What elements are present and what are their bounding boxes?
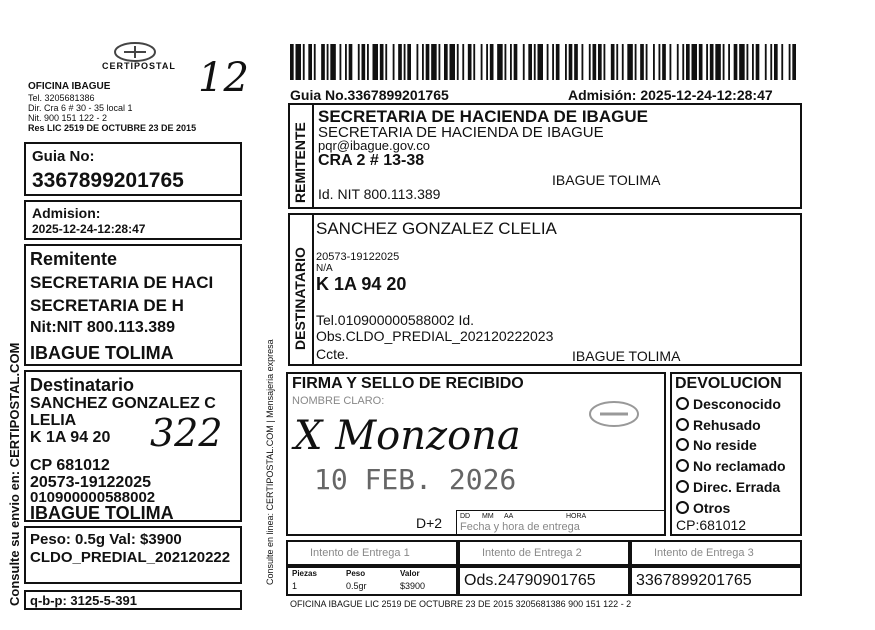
barcode-bar-50 <box>589 44 591 80</box>
barcode-bar-71 <box>710 44 714 80</box>
destinatario-obs: Obs.CLDO_PREDIAL_202120222023 <box>316 328 554 344</box>
devolucion-cp: CP:681012 <box>676 517 747 533</box>
barcode-bar-69 <box>699 44 703 80</box>
admision-box <box>24 200 242 240</box>
barcode-bar-54 <box>611 44 615 80</box>
barcode-bar-7 <box>330 44 336 80</box>
barcode-bar-37 <box>510 44 512 80</box>
remitente-title: Remitente <box>30 249 118 269</box>
peso-value: 0.5gr <box>346 581 367 591</box>
piezas-label: Piezas <box>292 569 317 578</box>
barcode-bar-84 <box>789 44 791 80</box>
barcode-bar-46 <box>565 44 567 80</box>
barcode-bar-39 <box>523 44 525 80</box>
guia-number-box <box>630 566 802 596</box>
barcode-bar-75 <box>734 44 738 80</box>
middle-side-text: Consulte en linea: CERTIPOSTAL.COM | Mensajeria expresa <box>265 339 275 585</box>
barcode-bar-65 <box>677 44 679 80</box>
barcode-bar-34 <box>490 44 494 80</box>
barcode-bar-58 <box>635 44 637 80</box>
fecha-dd: DD <box>460 513 471 520</box>
barcode-bar-85 <box>792 44 796 80</box>
certipostal-logo <box>80 40 190 76</box>
barcode-bar-2 <box>303 44 305 80</box>
devolucion-section <box>670 372 802 536</box>
piezas-value: 1 <box>292 581 298 591</box>
barcode-bar-38 <box>514 44 518 80</box>
barcode-bar-82 <box>774 44 778 80</box>
barcode-bar-47 <box>569 44 573 80</box>
fecha-aa: AA <box>504 513 514 520</box>
barcode <box>290 44 796 84</box>
devolucion-option-rehusado[interactable]: Rehusado <box>676 418 761 432</box>
barcode-bar-52 <box>598 44 602 80</box>
barcode-bar-19 <box>404 44 406 80</box>
remitente-name-bold: SECRETARIA DE HACIENDA DE IBAGUE <box>318 107 648 126</box>
intento-3-box <box>630 540 802 566</box>
ods-box <box>458 566 630 596</box>
fecha-entrega-label: Fecha y hora de entrega <box>460 521 580 533</box>
barcode-bar-53 <box>604 44 606 80</box>
remitente-line-2: SECRETARIA DE H <box>30 296 184 315</box>
remitente-box <box>24 244 242 366</box>
barcode-bar-51 <box>593 44 597 80</box>
barcode-bar-14 <box>373 44 379 80</box>
guia-value: 3367899201765 <box>32 169 184 192</box>
remitente-nit: Id. NIT 800.113.389 <box>318 186 441 202</box>
valor-value: $3900 <box>400 581 426 591</box>
barcode-bar-62 <box>659 44 661 80</box>
destinatario-na: N/A <box>316 263 333 274</box>
barcode-bar-78 <box>752 44 754 80</box>
barcode-bar-44 <box>552 44 554 80</box>
valor-label: Valor <box>400 569 420 578</box>
devolucion-title: DEVOLUCION <box>675 375 782 392</box>
remitente-address: CRA 2 # 13-38 <box>318 152 425 169</box>
admision-header: Admisión: 2025-12-24-12:28:47 <box>568 87 773 103</box>
handwritten-signature[interactable]: X Monzona <box>294 413 521 459</box>
guia-header: Guia No.3367899201765 <box>290 87 449 103</box>
barcode-bar-63 <box>662 44 666 80</box>
remitente-line-1: SECRETARIA DE HACI <box>30 273 214 292</box>
qbp-box <box>24 590 242 610</box>
barcode-bar-77 <box>747 44 749 80</box>
barcode-bar-43 <box>547 44 549 80</box>
intento-2-label: Intento de Entrega 2 <box>482 547 582 559</box>
barcode-bar-20 <box>407 44 411 80</box>
piezas-box <box>286 566 458 596</box>
qbp-text: q-b-p: 3125-5-391 <box>30 593 137 608</box>
destinatario-title: Destinatario <box>30 375 135 395</box>
barcode-bar-41 <box>534 44 536 80</box>
destinatario-line-5: 20573-19122025 <box>30 474 152 491</box>
barcode-bar-21 <box>417 44 419 80</box>
barcode-bar-6 <box>327 44 329 80</box>
handwritten-322: 322 <box>150 411 223 455</box>
footer-text: OFICINA IBAGUE LIC 2519 DE OCTUBRE 23 DE 2015 3205681386 900 151 122 - 2 <box>290 599 632 609</box>
barcode-bar-28 <box>457 44 459 80</box>
destinatario-ccte: Ccte. <box>316 346 349 362</box>
barcode-bar-70 <box>706 44 708 80</box>
barcode-bar-25 <box>439 44 441 80</box>
intento-1-box <box>286 540 458 566</box>
barcode-bar-8 <box>340 44 342 80</box>
ods-value: Ods.24790901765 <box>464 572 596 589</box>
destinatario-line-6: 010900000588002 <box>30 489 156 506</box>
barcode-bar-26 <box>444 44 448 80</box>
fecha-mm: MM <box>482 513 494 520</box>
admision-label: Admision: <box>32 205 101 221</box>
barcode-bar-31 <box>473 44 475 80</box>
barcode-bar-59 <box>640 44 644 80</box>
destinatario-line-4: CP 681012 <box>30 457 110 474</box>
barcode-bar-68 <box>692 44 698 80</box>
devolucion-option-no-reclamado[interactable]: No reclamado <box>676 459 786 473</box>
barcode-bar-67 <box>686 44 690 80</box>
intento-1-label: Intento de Entrega 1 <box>310 547 410 559</box>
intento-3-label: Intento de Entrega 3 <box>654 547 754 559</box>
barcode-bar-1 <box>296 44 302 80</box>
barcode-bar-11 <box>358 44 360 80</box>
barcode-bar-15 <box>380 44 384 80</box>
destinatario-ref: 20573-19122025 <box>316 251 400 263</box>
office-line-3: Dir. Cra 6 # 30 - 35 local 1 <box>28 103 133 113</box>
barcode-bar-24 <box>431 44 437 80</box>
barcode-bar-80 <box>765 44 767 80</box>
stamp-logo-icon <box>584 396 644 432</box>
barcode-bar-81 <box>770 44 772 80</box>
destinatario-city: IBAGUE TOLIMA <box>572 348 681 364</box>
destinatario-section <box>288 213 802 366</box>
barcode-bar-57 <box>627 44 633 80</box>
firma-section <box>286 372 666 536</box>
barcode-bar-33 <box>486 44 488 80</box>
barcode-bar-83 <box>781 44 783 80</box>
nombre-claro-label: NOMBRE CLARO: <box>292 395 385 407</box>
barcode-bar-22 <box>422 44 424 80</box>
remitente-section <box>288 103 802 209</box>
d-plus-2: D+2 <box>416 515 443 531</box>
devolucion-option-no-reside[interactable]: No reside <box>676 438 757 452</box>
barcode-bar-60 <box>646 44 648 80</box>
barcode-bar-79 <box>756 44 760 80</box>
firma-title: FIRMA Y SELLO DE RECIBIDO <box>292 375 524 392</box>
logo-text: CERTIPOSTAL <box>102 61 176 71</box>
remitente-vertical-label: REMITENTE <box>292 122 308 203</box>
destinatario-address: K 1A 94 20 <box>316 274 407 294</box>
destinatario-vertical-label: DESTINATARIO <box>292 247 308 350</box>
barcode-bar-55 <box>616 44 618 80</box>
barcode-bar-5 <box>321 44 325 80</box>
destinatario-tel: Tel.010900000588002 Id. <box>316 312 475 328</box>
barcode-bar-45 <box>556 44 560 80</box>
remitente-line-3: Nit:NIT 800.113.389 <box>30 319 175 336</box>
remitente-line-4: IBAGUE TOLIMA <box>30 343 174 363</box>
barcode-bar-27 <box>450 44 456 80</box>
barcode-bar-74 <box>728 44 730 80</box>
office-line-1: OFICINA IBAGUE <box>28 81 111 92</box>
barcode-bar-64 <box>670 44 672 80</box>
peso-line-1: Peso: 0.5g Val: $3900 <box>30 531 182 548</box>
intento-2-box <box>458 540 630 566</box>
barcode-bar-12 <box>362 44 366 80</box>
guia-box <box>24 142 242 196</box>
barcode-bar-4 <box>314 44 316 80</box>
guia-label: Guia No: <box>32 148 95 165</box>
barcode-bar-72 <box>715 44 721 80</box>
barcode-bar-3 <box>308 44 312 80</box>
barcode-bar-30 <box>468 44 472 80</box>
barcode-bar-56 <box>622 44 624 80</box>
barcode-bar-36 <box>505 44 507 80</box>
peso-line-2: CLDO_PREDIAL_202120222 <box>30 549 231 566</box>
barcode-bar-40 <box>528 44 532 80</box>
barcode-bar-17 <box>393 44 395 80</box>
barcode-bar-29 <box>462 44 464 80</box>
devolucion-option-otros[interactable]: Otros <box>676 501 730 515</box>
guia-number-value: 3367899201765 <box>636 572 752 589</box>
office-line-2: Tel. 3205681386 <box>28 93 95 103</box>
barcode-bar-0 <box>290 44 294 80</box>
destinatario-line-3: K 1A 94 20 <box>30 429 111 446</box>
destinatario-box <box>24 370 242 522</box>
barcode-bar-18 <box>398 44 402 80</box>
date-stamp: 10 FEB. 2026 <box>314 463 517 496</box>
destinatario-line-7: IBAGUE TOLIMA <box>30 503 174 522</box>
remitente-name: SECRETARIA DE HACIENDA DE IBAGUE <box>318 124 604 141</box>
barcode-bar-13 <box>367 44 369 80</box>
destinatario-name: SANCHEZ GONZALEZ CLELIA <box>316 219 557 238</box>
devolucion-option-desconocido[interactable]: Desconocido <box>676 397 781 411</box>
barcode-bar-10 <box>349 44 353 80</box>
barcode-bar-76 <box>739 44 745 80</box>
devolucion-option-direc-errada[interactable]: Direc. Errada <box>676 480 780 494</box>
barcode-bar-9 <box>345 44 347 80</box>
destinatario-line-1: SANCHEZ GONZALEZ C <box>30 395 216 412</box>
barcode-bar-16 <box>385 44 387 80</box>
fecha-hora: HORA <box>566 513 587 520</box>
barcode-bar-49 <box>582 44 584 80</box>
barcode-bar-61 <box>653 44 655 80</box>
handwritten-number-top: 12 <box>198 55 249 101</box>
admision-value: 2025-12-24-12:28:47 <box>32 222 146 236</box>
barcode-bar-48 <box>574 44 578 80</box>
peso-box <box>24 526 242 584</box>
barcode-bar-35 <box>497 44 503 80</box>
barcode-bar-23 <box>426 44 430 80</box>
office-line-5: Res LIC 2519 DE OCTUBRE 23 DE 2015 <box>28 123 197 133</box>
office-line-4: Nit. 900 151 122 - 2 <box>28 113 108 123</box>
destinatario-line-2: LELIA <box>30 412 77 429</box>
remitente-city: IBAGUE TOLIMA <box>552 172 661 188</box>
peso-label: Peso <box>346 569 366 578</box>
left-side-text: Consulte su envio en: CERTIPOSTAL.COM <box>7 342 22 606</box>
barcode-bar-66 <box>682 44 684 80</box>
barcode-bar-32 <box>481 44 483 80</box>
barcode-bar-42 <box>538 44 544 80</box>
barcode-bar-73 <box>723 44 725 80</box>
remitente-email: pqr@ibague.gov.co <box>318 138 430 153</box>
